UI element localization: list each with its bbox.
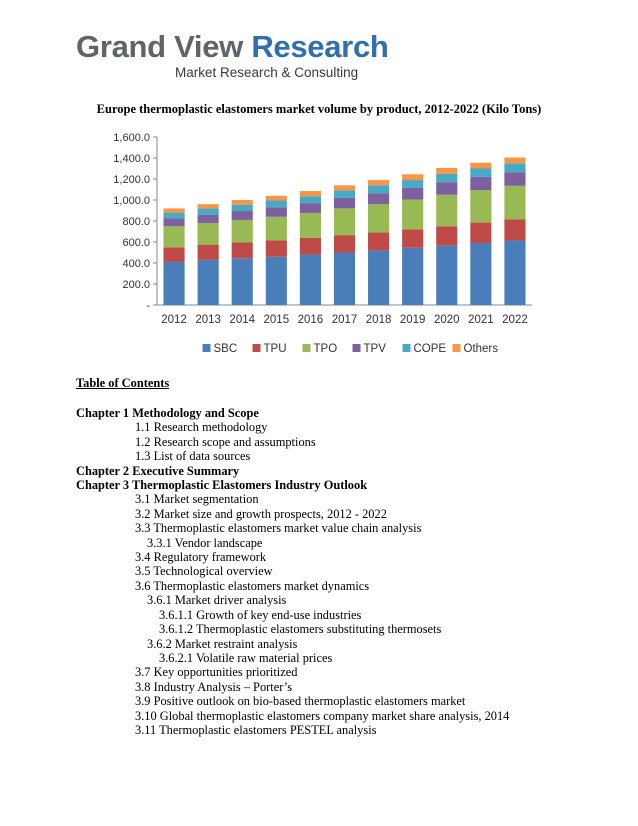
bar-tpv-2018 [368, 193, 389, 204]
toc-chapter-heading: Chapter 3 Thermoplastic Elastomers Industry Outlook [76, 478, 368, 493]
toc-entry: 1.3 List of data sources [135, 449, 251, 464]
bar-cope-2020 [436, 174, 457, 182]
bar-cope-2022 [504, 163, 525, 172]
bar-sbc-2022 [504, 240, 525, 305]
toc-entry: 3.9 Positive outlook on bio-based thermoplastic elastomers market [135, 694, 466, 709]
x-tick-label: 2016 [297, 314, 324, 326]
bar-sbc-2019 [402, 248, 423, 305]
bar-tpv-2014 [232, 211, 253, 220]
x-tick-label: 2020 [433, 314, 460, 326]
bar-sbc-2015 [266, 257, 287, 305]
bar-tpu-2015 [266, 240, 287, 256]
bar-tpv-2015 [266, 207, 287, 216]
bar-tpv-2012 [163, 218, 184, 226]
y-tick-label: 600.0 [122, 237, 150, 249]
bar-others-2017 [334, 185, 355, 190]
bar-tpo-2018 [368, 204, 389, 232]
legend-label-others: Others [463, 343, 499, 355]
bar-cope-2018 [368, 185, 389, 193]
bar-cope-2013 [198, 208, 219, 214]
logo-word-research: Research [251, 29, 389, 64]
bar-cope-2017 [334, 191, 355, 198]
toc-list [76, 406, 626, 737]
toc-entry: 3.8 Industry Analysis – Porter’s [135, 679, 293, 694]
bar-tpu-2014 [232, 243, 253, 259]
legend-label-cope: COPE [413, 343, 447, 355]
bar-tpu-2022 [504, 219, 525, 240]
bar-tpv-2022 [504, 172, 525, 186]
bar-tpo-2020 [436, 195, 457, 227]
bar-others-2015 [266, 196, 287, 201]
legend-swatch-tpu [253, 344, 261, 352]
toc-entry: 3.6.1.1 Growth of key end-use industries [159, 607, 362, 622]
bar-others-2019 [402, 174, 423, 180]
toc-title: Table of Contents [76, 376, 170, 390]
bar-sbc-2012 [163, 262, 184, 305]
bar-tpu-2017 [334, 235, 355, 252]
y-tick-label: - [146, 300, 150, 312]
bar-tpu-2013 [198, 245, 219, 260]
bar-tpu-2021 [470, 223, 491, 243]
x-tick-label: 2018 [365, 314, 392, 326]
bar-tpv-2016 [300, 203, 321, 213]
legend-label-tpo: TPO [313, 343, 338, 355]
x-tick-label: 2015 [263, 314, 290, 326]
bar-tpo-2014 [232, 220, 253, 243]
toc-entry: 3.3 Thermoplastic elastomers market value chain analysis [135, 521, 422, 536]
bar-sbc-2020 [436, 246, 457, 305]
bar-cope-2014 [232, 205, 253, 211]
table-of-contents [76, 376, 626, 737]
bar-cope-2019 [402, 180, 423, 188]
bar-others-2012 [163, 208, 184, 212]
toc-entry: 3.7 Key opportunities prioritized [135, 665, 298, 680]
toc-entry: 3.6.1 Market driver analysis [147, 593, 287, 608]
bar-tpv-2019 [402, 188, 423, 200]
legend-swatch-tpv [353, 344, 361, 352]
toc-entry: 3.2 Market size and growth prospects, 2012 - 2022 [135, 506, 387, 521]
bar-others-2020 [436, 168, 457, 174]
bar-tpo-2017 [334, 208, 355, 235]
toc-entry: 3.10 Global thermoplastic elastomers company market share analysis, 2014 [135, 708, 510, 723]
bar-tpu-2020 [436, 226, 457, 245]
legend-swatch-sbc [203, 344, 211, 352]
toc-entry: 3.11 Thermoplastic elastomers PESTEL analysis [135, 722, 377, 737]
bar-sbc-2016 [300, 255, 321, 305]
legend-swatch-cope [403, 344, 411, 352]
y-tick-label: 400.0 [122, 258, 150, 270]
bar-others-2022 [504, 157, 525, 163]
bar-tpu-2019 [402, 229, 423, 247]
x-tick-label: 2012 [161, 314, 187, 326]
bar-others-2021 [470, 163, 491, 169]
toc-entry: 1.2 Research scope and assumptions [135, 434, 316, 449]
bar-cope-2016 [300, 196, 321, 203]
toc-entry: 3.6.2 Market restraint analysis [147, 636, 298, 651]
logo-wordmark [76, 30, 389, 64]
bar-sbc-2021 [470, 243, 491, 305]
chart-title: Europe thermoplastic elastomers market volume by product, 2012-2022 (Kilo Tons) [96, 102, 542, 116]
bar-others-2018 [368, 180, 389, 185]
bar-tpu-2016 [300, 238, 321, 255]
bar-tpo-2012 [163, 226, 184, 247]
bar-others-2014 [232, 200, 253, 205]
legend-swatch-others [453, 344, 461, 352]
y-tick-label: 200.0 [122, 279, 150, 291]
bar-tpo-2019 [402, 199, 423, 229]
toc-entry: 3.1 Market segmentation [135, 492, 259, 507]
x-tick-label: 2019 [399, 314, 426, 326]
x-tick-label: 2013 [195, 314, 221, 326]
bar-tpv-2020 [436, 182, 457, 195]
x-tick-label: 2022 [502, 314, 528, 326]
toc-entry: 3.3.1 Vendor landscape [147, 535, 263, 550]
x-tick-label: 2021 [468, 314, 494, 326]
company-logo [76, 29, 389, 80]
toc-entry: 3.4 Regulatory framework [135, 550, 267, 565]
bar-sbc-2018 [368, 250, 389, 305]
bar-tpo-2016 [300, 213, 321, 238]
x-tick-label: 2014 [229, 314, 256, 326]
bar-sbc-2017 [334, 253, 355, 306]
y-tick-label: 1,000.0 [113, 195, 150, 207]
legend-label-tpu: TPU [263, 343, 287, 355]
toc-entry: 3.6.1.2 Thermoplastic elastomers substituting thermosets [159, 622, 442, 637]
x-tick-label: 2017 [331, 314, 358, 326]
toc-entry: 3.5 Technological overview [135, 564, 273, 579]
bar-tpo-2022 [504, 186, 525, 220]
bar-tpu-2012 [163, 247, 184, 262]
y-tick-label: 1,400.0 [113, 153, 150, 165]
logo-tagline: Market Research & Consulting [175, 65, 359, 80]
toc-chapter-heading: Chapter 1 Methodology and Scope [76, 406, 259, 420]
toc-chapter-heading: Chapter 2 Executive Summary [76, 463, 240, 478]
bar-cope-2021 [470, 169, 491, 177]
legend-label-tpv: TPV [363, 343, 386, 355]
bar-tpv-2013 [198, 215, 219, 223]
stacked-bar-chart [100, 124, 540, 369]
bar-tpv-2021 [470, 177, 491, 190]
legend-swatch-tpo [303, 344, 311, 352]
bar-sbc-2013 [198, 260, 219, 305]
bar-tpv-2017 [334, 198, 355, 209]
bar-others-2016 [300, 191, 321, 196]
toc-entry: 1.1 Research methodology [135, 420, 268, 435]
toc-entry: 3.6.2.1 Volatile raw material prices [159, 650, 333, 665]
y-tick-label: 1,200.0 [113, 174, 150, 186]
bar-cope-2015 [266, 201, 287, 208]
bar-tpo-2015 [266, 217, 287, 241]
bar-tpu-2018 [368, 233, 389, 251]
toc-entry: 3.6 Thermoplastic elastomers market dynamics [135, 578, 370, 593]
logo-word-grand-view: Grand View [76, 29, 243, 64]
y-tick-label: 1,600.0 [113, 132, 150, 144]
bar-tpo-2013 [198, 223, 219, 245]
bar-tpo-2021 [470, 190, 491, 223]
bar-others-2013 [198, 204, 219, 208]
bar-sbc-2014 [232, 258, 253, 305]
bar-cope-2012 [163, 213, 184, 219]
y-tick-label: 800.0 [122, 216, 150, 228]
legend-label-sbc: SBC [213, 343, 238, 355]
